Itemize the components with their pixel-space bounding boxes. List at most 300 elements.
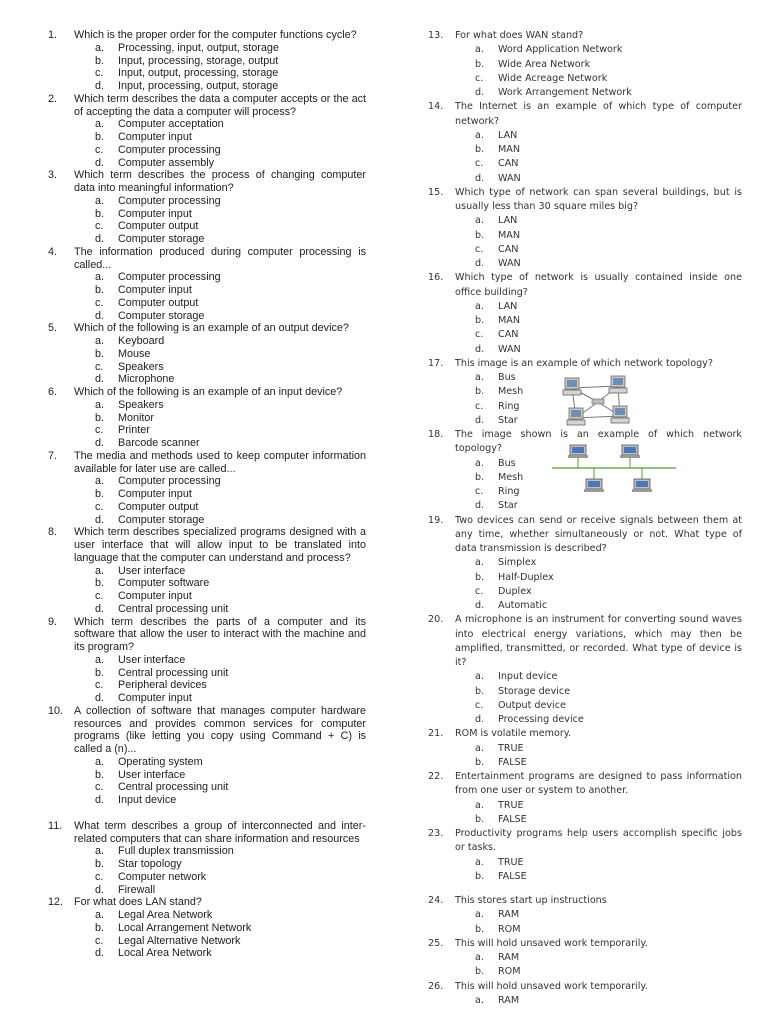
question-stem: [48, 93, 366, 119]
option-letter: d.: [475, 500, 485, 512]
answer-option: [48, 488, 366, 501]
option-text: Half-Duplex: [498, 571, 554, 583]
option-text: Wide Area Network: [498, 58, 591, 70]
option-letter: c.: [475, 329, 484, 341]
answer-option: [428, 143, 742, 157]
answer-option: [48, 131, 366, 144]
option-letter: a.: [475, 671, 484, 683]
option-letter: c.: [475, 585, 484, 597]
question-stem: [428, 100, 742, 129]
answer-option: [48, 220, 366, 233]
answer-option: [428, 343, 742, 357]
answer-option: [428, 799, 742, 813]
option-letter: c.: [95, 934, 104, 947]
question-stem: [48, 29, 366, 42]
option-text: Full duplex transmission: [118, 845, 234, 858]
answer-option: [48, 335, 366, 348]
option-letter: b.: [475, 571, 485, 583]
question-number: 7.: [48, 449, 58, 462]
answer-option: [428, 951, 742, 965]
option-text: Duplex: [498, 585, 532, 597]
question-stem: [48, 705, 366, 756]
option-text: FALSE: [498, 813, 527, 825]
answer-option: [428, 813, 742, 827]
option-text: Firewall: [118, 883, 156, 896]
option-text: Bus: [498, 372, 516, 383]
question-19: [428, 514, 742, 614]
answer-option: [48, 781, 366, 794]
question-text: The information produced during computer processing is called...: [74, 245, 366, 271]
option-letter: c.: [475, 400, 484, 412]
answer-option: [48, 475, 366, 488]
option-letter: b.: [95, 488, 105, 500]
option-letter: d.: [95, 437, 105, 449]
answer-option: [48, 437, 366, 450]
answer-option: [48, 195, 366, 208]
option-letter: c.: [95, 67, 104, 80]
option-text: LAN: [498, 129, 518, 141]
answer-option: [48, 80, 366, 93]
option-letter: c.: [95, 500, 104, 513]
option-letter: c.: [475, 158, 484, 170]
option-text: Computer output: [118, 220, 199, 233]
answer-option: [428, 243, 742, 257]
question-text: Which of the following is an example of an output device?: [74, 322, 349, 335]
answer-option: [48, 871, 366, 884]
option-text: RAM: [498, 952, 520, 963]
option-letter: a.: [475, 952, 484, 963]
answer-option: [428, 556, 742, 570]
option-letter: b.: [95, 577, 105, 590]
option-letter: b.: [95, 768, 105, 781]
option-letter: b.: [95, 411, 105, 424]
option-letter: c.: [95, 424, 104, 437]
option-text: Speakers: [118, 398, 164, 411]
option-text: Legal Area Network: [118, 909, 213, 921]
question-text: The Internet is an example of which type of computer network?: [455, 101, 742, 127]
bus-topology-diagram-icon: [550, 443, 680, 495]
answer-option: [48, 501, 366, 514]
question-20: [428, 613, 742, 727]
option-text: Star topology: [118, 858, 182, 870]
option-letter: b.: [95, 347, 105, 360]
option-letter: b.: [475, 229, 485, 241]
question-number: 15.: [428, 186, 444, 198]
option-text: Computer processing: [118, 271, 221, 284]
question-stem: [428, 827, 742, 856]
option-text: Central processing unit: [118, 781, 229, 794]
option-letter: a.: [475, 300, 484, 312]
option-letter: a.: [475, 742, 484, 754]
question-10: [48, 705, 366, 807]
option-letter: d.: [95, 883, 105, 896]
question-5: [48, 322, 366, 386]
option-letter: c.: [95, 296, 104, 309]
option-letter: b.: [475, 870, 485, 882]
option-letter: c.: [95, 143, 104, 156]
option-letter: d.: [95, 309, 105, 322]
answer-option: [48, 412, 366, 425]
option-text: Input, output, processing, storage: [118, 67, 279, 80]
question-text: Which type of network can span several buildings, but is usually less than 30 square miles big?: [455, 186, 742, 212]
option-text: Computer storage: [118, 233, 205, 245]
answer-option: [428, 58, 742, 72]
option-letter: d.: [475, 343, 485, 355]
answer-option: [48, 794, 366, 807]
question-number: 25.: [428, 937, 444, 949]
answer-option: [48, 348, 366, 361]
option-text: Ring: [498, 400, 520, 412]
option-text: FALSE: [498, 870, 527, 882]
question-6: [48, 386, 366, 450]
option-text: Computer processing: [118, 475, 221, 488]
option-text: ROM: [498, 923, 521, 935]
question-number: 4.: [48, 245, 58, 258]
option-letter: d.: [95, 692, 105, 704]
option-letter: d.: [95, 794, 105, 806]
option-text: Automatic: [498, 600, 548, 611]
question-number: 19.: [428, 514, 444, 526]
question-text: This will hold unsaved work temporarily.: [455, 937, 648, 949]
answer-option: [428, 172, 742, 186]
question-number: 13.: [428, 30, 444, 41]
question-9: [48, 616, 366, 705]
option-letter: a.: [475, 799, 484, 811]
option-text: Mesh: [498, 386, 524, 398]
question-stem: [48, 820, 366, 846]
option-letter: d.: [95, 947, 105, 960]
question-2: [48, 93, 366, 170]
answer-option: [48, 67, 366, 80]
option-text: CAN: [498, 329, 519, 341]
option-text: Speakers: [118, 360, 164, 373]
question-text: Which term describes the parts of a computer and its software that allow the user to interact with the machine and its program?: [74, 615, 366, 653]
option-letter: a.: [475, 215, 484, 227]
question-text: This image is an example of which network topology?: [455, 357, 713, 369]
option-text: Computer input: [118, 207, 192, 220]
question-stem: [428, 29, 742, 43]
question-stem: [428, 937, 742, 951]
question-text: This will hold unsaved work temporarily.: [455, 980, 648, 992]
answer-option: [48, 692, 366, 705]
option-letter: b.: [95, 207, 105, 220]
answer-option: [48, 297, 366, 310]
option-text: Central processing unit: [118, 602, 229, 615]
answer-option: [48, 284, 366, 297]
answer-option: [428, 756, 742, 770]
question-number: 16.: [428, 272, 444, 284]
option-text: Computer output: [118, 296, 199, 309]
option-letter: c.: [475, 699, 484, 711]
answer-option: [428, 670, 742, 684]
left-column: [48, 29, 366, 960]
option-letter: c.: [475, 243, 484, 255]
answer-option: [428, 214, 742, 228]
option-letter: c.: [95, 220, 104, 233]
answer-option: [48, 922, 366, 935]
question-13: [428, 29, 742, 100]
option-text: TRUE: [498, 799, 524, 811]
option-text: CAN: [498, 243, 519, 255]
question-stem: [48, 169, 366, 195]
option-text: Work Arrangement Network: [498, 87, 632, 98]
option-text: MAN: [498, 144, 521, 155]
option-text: Bus: [498, 457, 516, 469]
answer-option: [428, 923, 742, 937]
answer-option: [48, 935, 366, 948]
option-text: Computer output: [118, 500, 199, 513]
option-letter: a.: [95, 335, 105, 347]
answer-option: [428, 908, 742, 922]
option-letter: a.: [475, 557, 484, 569]
option-text: Computer input: [118, 590, 192, 602]
answer-option: [428, 585, 742, 599]
option-text: FALSE: [498, 756, 527, 768]
option-letter: d.: [475, 414, 485, 426]
option-letter: b.: [95, 921, 105, 934]
question-text: For what does LAN stand?: [74, 896, 202, 909]
option-text: Mouse: [118, 347, 151, 360]
question-8: [48, 526, 366, 615]
question-stem: [428, 894, 742, 908]
right-column: [428, 29, 742, 1008]
answer-option: [428, 742, 742, 756]
answer-option: [428, 43, 742, 57]
answer-option: [428, 870, 742, 884]
option-text: Star: [498, 500, 518, 512]
answer-option: [428, 129, 742, 143]
question-text: The media and methods used to keep computer information available for later use are called...: [74, 449, 366, 475]
question-text: Two devices can send or receive signals between them at any time, whether simultaneously or not. What type of data transmission is described?: [455, 514, 742, 554]
option-letter: a.: [95, 41, 105, 54]
answer-option: [428, 314, 742, 328]
answer-option: [48, 55, 366, 68]
question-stem: [48, 386, 366, 399]
question-text: This stores start up instructions: [455, 895, 607, 906]
option-text: Output device: [498, 699, 566, 711]
answer-option: [428, 856, 742, 870]
option-text: Input device: [118, 794, 177, 806]
answer-option: [48, 157, 366, 170]
option-letter: a.: [475, 856, 484, 868]
answer-option: [428, 713, 742, 727]
option-text: Barcode scanner: [118, 437, 200, 449]
option-text: Input device: [498, 671, 558, 683]
option-letter: c.: [95, 870, 104, 883]
answer-option: [48, 947, 366, 960]
question-number: 17.: [428, 357, 444, 369]
option-text: LAN: [498, 300, 518, 312]
question-23: [428, 827, 742, 884]
question-stem: [428, 980, 742, 994]
question-number: 20.: [428, 614, 444, 626]
question-number: 3.: [48, 169, 58, 182]
option-text: Legal Alternative Network: [118, 934, 241, 947]
answer-option: [428, 257, 742, 271]
answer-option: [48, 424, 366, 437]
question-22: [428, 770, 742, 827]
option-text: Computer acceptation: [118, 118, 224, 131]
option-letter: d.: [95, 373, 105, 386]
answer-option: [428, 571, 742, 585]
option-letter: b.: [475, 813, 485, 825]
question-1: [48, 29, 366, 93]
option-letter: a.: [95, 118, 105, 131]
option-text: Input, processing, storage, output: [118, 54, 279, 67]
question-number: 14.: [428, 101, 444, 113]
option-text: Computer input: [118, 131, 192, 143]
question-text: A microphone is an instrument for converting sound waves into electrical energy variations, which may then be amplified, transmitted, or recorded. What type of device is it?: [455, 614, 742, 668]
option-text: Computer software: [118, 577, 210, 590]
question-text: A collection of software that manages computer hardware resources and provides common services for computer programs (like letting you copy using Command + C) is called a (n)...: [74, 704, 366, 755]
option-text: Printer: [118, 424, 150, 437]
question-25: [428, 937, 742, 980]
question-number: 12.: [48, 896, 64, 909]
question-number: 11.: [48, 819, 63, 832]
question-text: Entertainment programs are designed to pass information from one user or system to another.: [455, 771, 742, 797]
question-16: [428, 271, 742, 357]
answer-option: [428, 229, 742, 243]
question-stem: [48, 616, 366, 654]
answer-option: [48, 399, 366, 412]
option-text: RAM: [498, 994, 520, 1006]
option-letter: c.: [475, 72, 484, 84]
option-letter: b.: [95, 666, 105, 679]
option-text: Computer processing: [118, 143, 221, 156]
question-stem: [48, 526, 366, 564]
option-text: TRUE: [498, 856, 524, 868]
question-stem: [428, 613, 742, 670]
option-letter: b.: [475, 58, 485, 70]
question-15: [428, 186, 742, 272]
question-26: [428, 980, 742, 1009]
question-stem: [48, 322, 366, 335]
option-text: Computer storage: [118, 513, 205, 526]
option-letter: b.: [475, 923, 485, 935]
answer-option: [428, 699, 742, 713]
question-text: The image shown is an example of which network topology?: [455, 429, 742, 455]
option-letter: a.: [475, 44, 484, 56]
option-letter: b.: [475, 966, 485, 978]
option-text: Processing device: [498, 714, 584, 725]
option-letter: b.: [475, 756, 485, 768]
option-text: CAN: [498, 158, 519, 170]
question-number: 1.: [48, 29, 58, 41]
question-text: ROM is volatile memory.: [455, 728, 572, 740]
question-text: Which is the proper order for the computer functions cycle?: [74, 29, 357, 41]
option-text: Word Application Network: [498, 44, 623, 56]
answer-option: [428, 965, 742, 979]
option-text: WAN: [498, 258, 521, 269]
option-letter: a.: [95, 398, 105, 411]
option-letter: a.: [475, 994, 484, 1006]
option-letter: a.: [95, 755, 105, 768]
answer-option: [48, 144, 366, 157]
option-letter: c.: [475, 486, 484, 497]
option-text: User interface: [118, 768, 186, 781]
question-14: [428, 100, 742, 186]
option-text: Input, processing, output, storage: [118, 80, 279, 92]
option-text: Monitor: [118, 411, 155, 424]
answer-option: [48, 233, 366, 246]
option-text: Wide Acreage Network: [498, 72, 608, 84]
question-text: Which of the following is an example of an input device?: [74, 386, 343, 398]
option-text: Local Area Network: [118, 947, 212, 960]
question-text: Which term describes the process of changing computer data into meaningful information?: [74, 169, 366, 194]
question-stem: [48, 246, 366, 272]
answer-option: [48, 679, 366, 692]
question-stem: [428, 186, 742, 215]
mesh-topology-diagram-icon: [558, 374, 638, 432]
question-text: What term describes a group of interconnected and inter-related computers that can share information and resources: [74, 819, 366, 845]
question-text: Productivity programs help users accomplish specific jobs or tasks.: [455, 828, 742, 854]
answer-option: [428, 599, 742, 613]
question-number: 21.: [428, 728, 444, 740]
option-letter: b.: [475, 315, 485, 326]
option-letter: a.: [475, 372, 484, 383]
answer-option: [48, 667, 366, 680]
question-number: 22.: [428, 771, 444, 782]
question-number: 18.: [428, 429, 444, 440]
option-text: ROM: [498, 966, 521, 978]
option-text: Microphone: [118, 373, 175, 386]
option-letter: d.: [475, 258, 485, 269]
spacer: [428, 884, 742, 894]
question-text: Which term describes the data a computer accepts or the act of accepting the data a computer will process?: [74, 92, 366, 118]
answer-option: [428, 994, 742, 1008]
answer-option: [428, 328, 742, 342]
answer-option: [428, 300, 742, 314]
option-letter: b.: [95, 858, 105, 870]
option-text: Ring: [498, 486, 520, 497]
option-letter: c.: [95, 781, 104, 794]
question-24: [428, 894, 742, 937]
option-text: Local Arrangement Network: [118, 921, 252, 934]
option-letter: c.: [95, 679, 104, 692]
option-text: TRUE: [498, 742, 524, 754]
option-text: Simplex: [498, 557, 537, 569]
answer-option: [48, 603, 366, 616]
option-text: User interface: [118, 564, 186, 577]
option-text: MAN: [498, 315, 521, 326]
option-letter: a.: [95, 194, 105, 207]
question-12: [48, 896, 366, 960]
option-letter: b.: [95, 54, 105, 67]
option-letter: d.: [475, 714, 485, 725]
option-text: Keyboard: [118, 335, 165, 347]
question-stem: [48, 896, 366, 909]
option-text: Processing, input, output, storage: [118, 41, 279, 54]
question-number: 5.: [48, 322, 58, 335]
option-letter: b.: [475, 144, 485, 155]
answer-option: [48, 310, 366, 323]
question-stem: [428, 770, 742, 799]
answer-option: [428, 72, 742, 86]
question-number: 23.: [428, 828, 444, 839]
option-text: Operating system: [118, 755, 203, 768]
option-letter: a.: [475, 129, 484, 141]
answer-option: [48, 769, 366, 782]
answer-option: [48, 208, 366, 221]
answer-option: [48, 361, 366, 374]
answer-option: [48, 118, 366, 131]
option-text: Central processing unit: [118, 666, 229, 679]
question-4: [48, 246, 366, 323]
option-letter: a.: [95, 909, 105, 921]
answer-option: [48, 373, 366, 386]
option-text: User interface: [118, 653, 186, 666]
option-letter: c.: [95, 590, 104, 602]
